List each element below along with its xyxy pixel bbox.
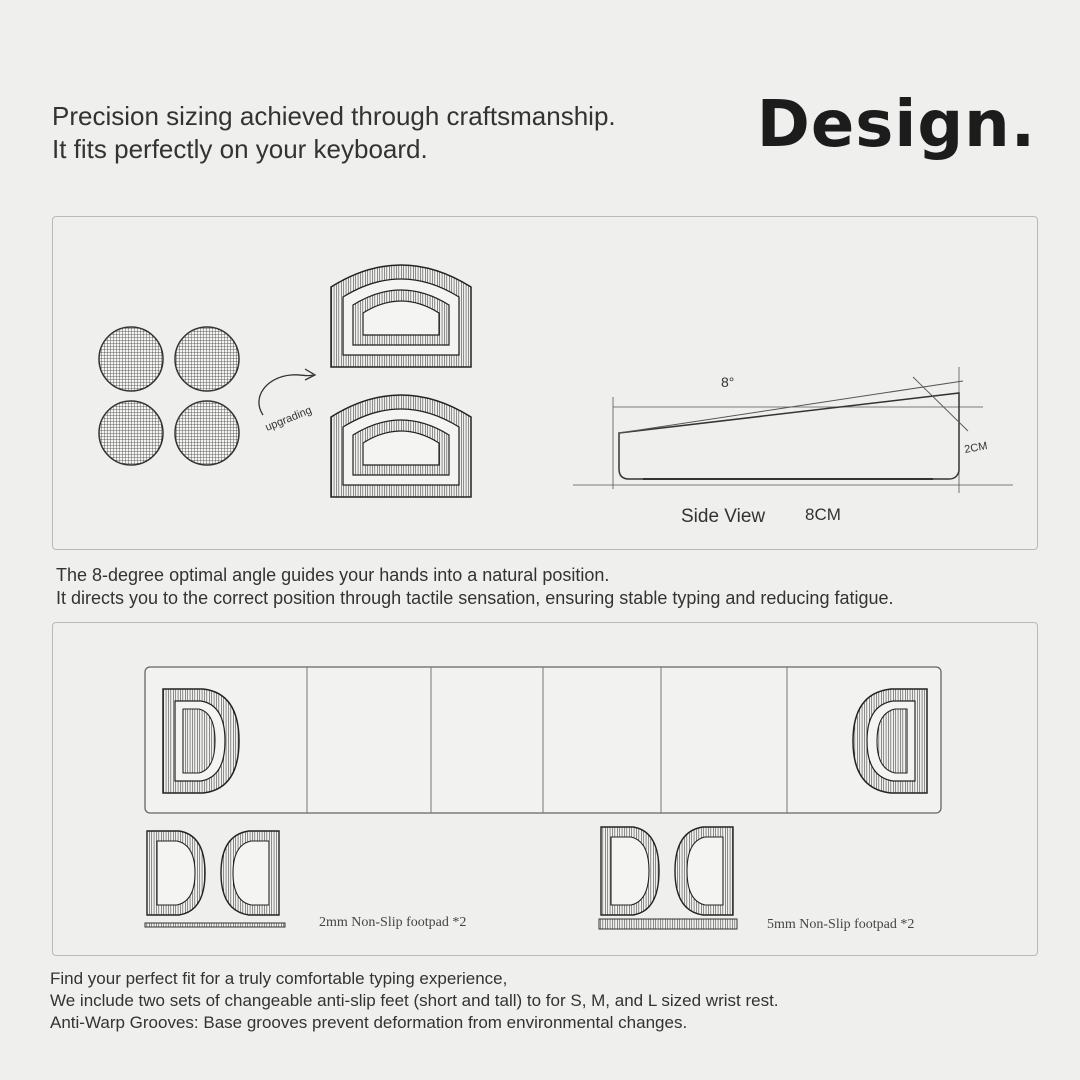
angle-caption-line-1: The 8-degree optimal angle guides your hands into a natural position. xyxy=(56,565,610,585)
side-view-drawing xyxy=(573,367,1013,493)
round-foot-1 xyxy=(99,327,163,391)
width-label: 8CM xyxy=(805,505,841,524)
footpad-on-rest-right xyxy=(853,689,927,793)
footpad-5mm-label: 5mm Non-Slip footpad *2 xyxy=(767,917,915,932)
footer-line-1: Find your perfect fit for a truly comfortable typing experience, xyxy=(50,969,508,988)
angle-label: 8° xyxy=(721,374,735,390)
angle-caption xyxy=(56,564,894,610)
brand-title: Design. xyxy=(756,88,1036,162)
height-label: 2CM xyxy=(963,440,989,456)
footpad-panel-illustration xyxy=(53,623,1037,955)
footpad-panel xyxy=(52,622,1038,956)
round-feet-group xyxy=(99,327,239,465)
footpad-2mm-label: 2mm Non-Slip footpad *2 xyxy=(319,915,467,930)
round-foot-2 xyxy=(175,327,239,391)
tagline-line-1: Precision sizing achieved through craftsmanship. xyxy=(52,101,616,131)
upgrade-label: upgrading xyxy=(263,404,314,434)
angle-caption-line-2: It directs you to the correct position through tactile sensation, ensuring stable typing and reducing fatigue. xyxy=(56,588,894,608)
arched-footpad-bottom xyxy=(331,395,471,497)
arched-footpad-top xyxy=(331,265,471,367)
footpad-5mm-pair xyxy=(599,827,737,929)
tagline-line-2: It fits perfectly on your keyboard. xyxy=(52,134,428,164)
footer-caption xyxy=(50,968,779,1034)
side-view-label: Side View xyxy=(681,506,766,527)
tagline xyxy=(52,100,616,166)
angle-panel xyxy=(52,216,1038,550)
footpad-2mm-pair xyxy=(145,831,285,927)
round-foot-4 xyxy=(175,401,239,465)
footpad-on-rest-left xyxy=(163,689,239,793)
angle-panel-illustration xyxy=(53,217,1037,549)
round-foot-3 xyxy=(99,401,163,465)
footer-line-2: We include two sets of changeable anti-slip feet (short and tall) to for S, M, and L sized wrist rest. xyxy=(50,991,779,1010)
footer-line-3: Anti-Warp Grooves: Base grooves prevent deformation from environmental changes. xyxy=(50,1013,688,1032)
upgrade-arrowhead-icon xyxy=(305,369,315,380)
wrist-rest-top-view xyxy=(145,667,941,813)
